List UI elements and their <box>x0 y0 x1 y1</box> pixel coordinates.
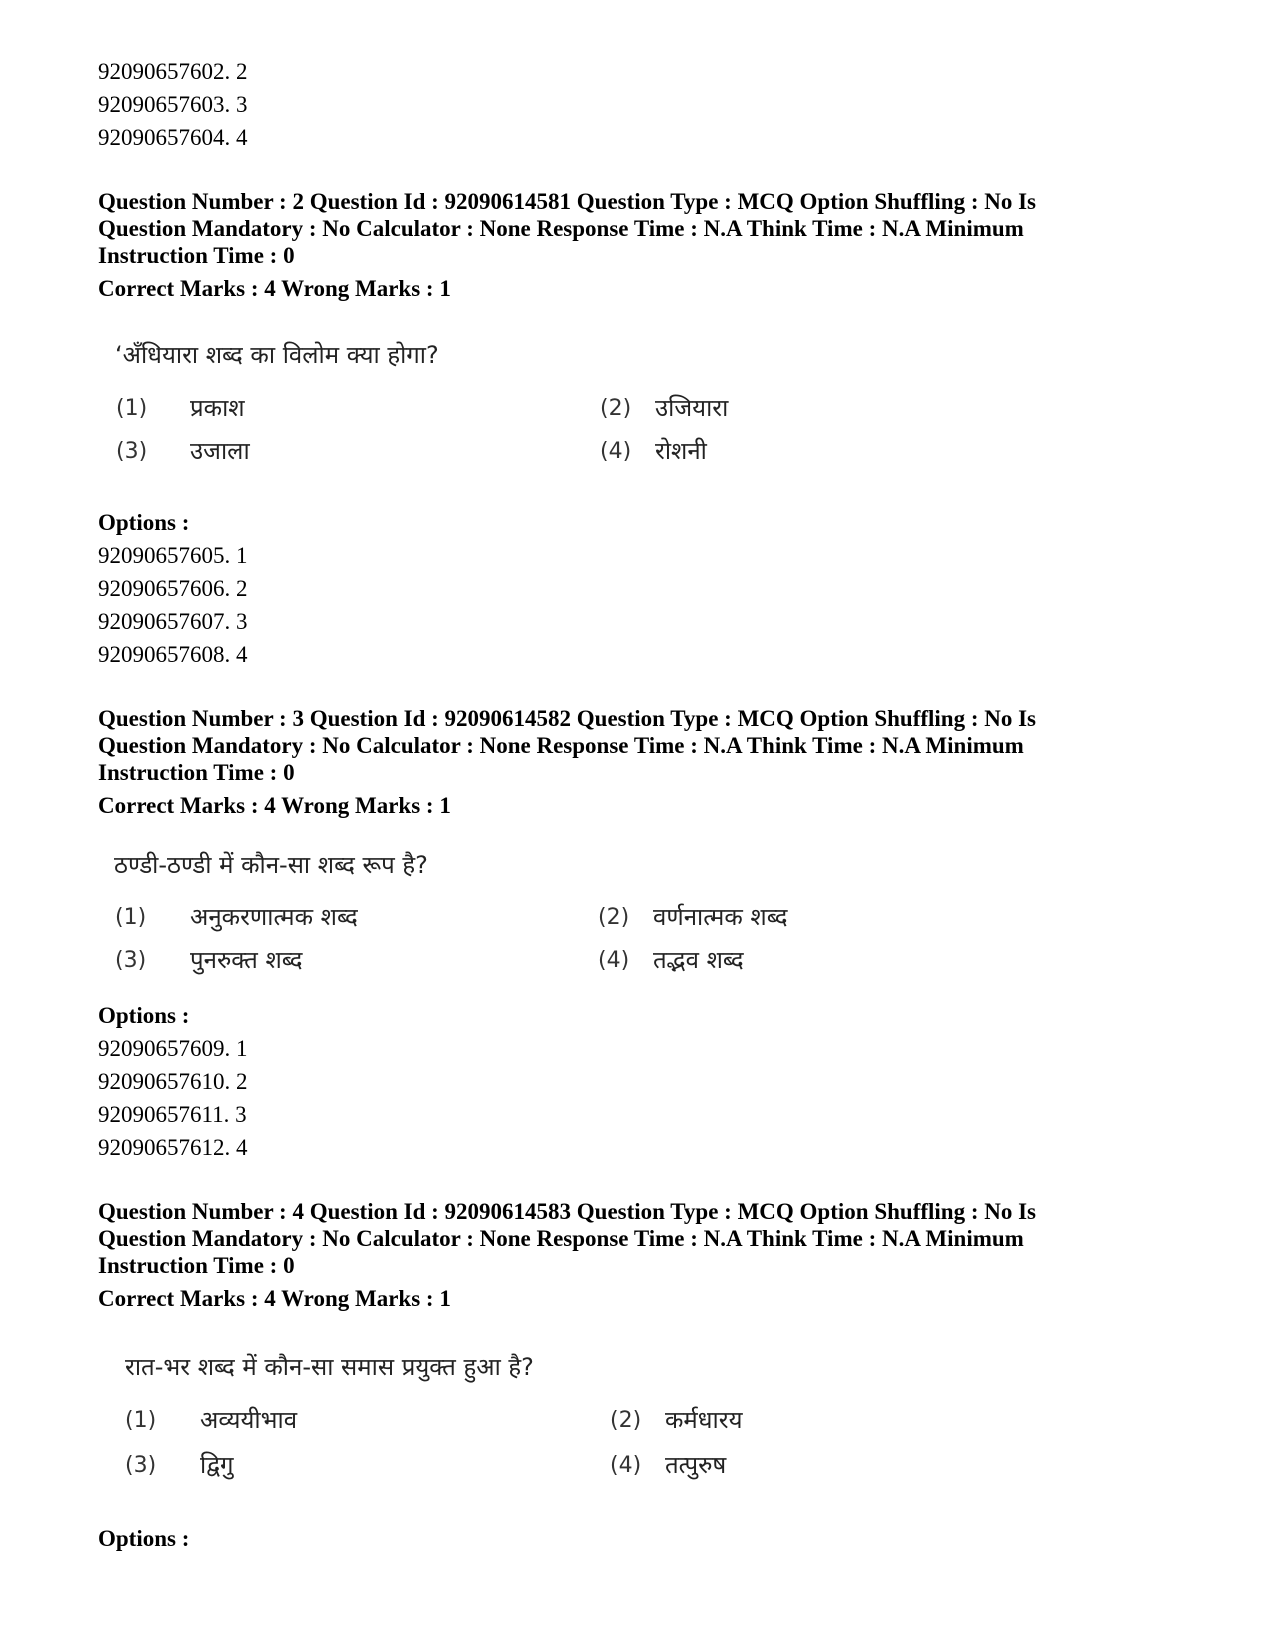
question-header: Question Number : 3 Question Id : 92090614582 Question Type : MCQ Option Shuffling : No Is <box>98 706 1037 731</box>
option-line: 92090657602. 2 <box>98 59 248 84</box>
options-label: Options : <box>98 1003 190 1028</box>
option-line: 92090657604. 4 <box>98 125 248 150</box>
choice-number: (3) <box>115 948 147 973</box>
choice-number: (4) <box>598 948 630 973</box>
question-header: Instruction Time : 0 <box>98 1253 295 1278</box>
option-line: 92090657607. 3 <box>98 609 248 634</box>
options-label: Options : <box>98 1526 190 1551</box>
choice-text: अव्ययीभाव <box>200 1406 298 1434</box>
choice-text: रोशनी <box>655 437 707 465</box>
choice-number: (1) <box>115 905 147 930</box>
question-text: ‘अँधियारा शब्द का विलोम क्या होगा? <box>115 341 439 369</box>
choice-text: पुनरुक्त शब्द <box>190 946 303 974</box>
choice-number: (1) <box>125 1408 157 1433</box>
question-marks: Correct Marks : 4 Wrong Marks : 1 <box>98 793 451 818</box>
question-marks: Correct Marks : 4 Wrong Marks : 1 <box>98 1286 451 1311</box>
choice-text: तत्पुरुष <box>665 1451 727 1479</box>
question-header: Question Mandatory : No Calculator : None Response Time : N.A Think Time : N.A Minimum <box>98 733 1024 758</box>
choice-text: अनुकरणात्मक शब्द <box>190 903 358 931</box>
choice-number: (2) <box>598 905 630 930</box>
choice-number: (2) <box>610 1408 642 1433</box>
choice-number: (3) <box>125 1453 157 1478</box>
question-header: Instruction Time : 0 <box>98 243 295 268</box>
option-line: 92090657610. 2 <box>98 1069 248 1094</box>
options-label: Options : <box>98 510 190 535</box>
choice-text: वर्णनात्मक शब्द <box>653 903 788 931</box>
choice-number: (2) <box>600 396 632 421</box>
choice-number: (3) <box>116 439 148 464</box>
choice-text: उजियारा <box>655 394 729 422</box>
question-header: Question Mandatory : No Calculator : None Response Time : N.A Think Time : N.A Minimum <box>98 216 1024 241</box>
choice-text: उजाला <box>190 437 250 465</box>
question-text: रात-भर शब्द में कौन-सा समास प्रयुक्त हुआ है? <box>125 1353 534 1381</box>
option-line: 92090657612. 4 <box>98 1135 248 1160</box>
choice-number: (4) <box>600 439 632 464</box>
choice-text: कर्मधारय <box>665 1406 743 1434</box>
question-header: Instruction Time : 0 <box>98 760 295 785</box>
option-line: 92090657605. 1 <box>98 543 248 568</box>
choice-text: प्रकाश <box>190 394 245 422</box>
choice-text: द्विगु <box>200 1451 234 1479</box>
option-line: 92090657603. 3 <box>98 92 248 117</box>
option-line: 92090657611. 3 <box>98 1102 247 1127</box>
choice-text: तद्भव शब्द <box>653 946 744 974</box>
question-marks: Correct Marks : 4 Wrong Marks : 1 <box>98 276 451 301</box>
choice-number: (1) <box>116 396 148 421</box>
option-line: 92090657609. 1 <box>98 1036 248 1061</box>
option-line: 92090657606. 2 <box>98 576 248 601</box>
question-header: Question Mandatory : No Calculator : None Response Time : N.A Think Time : N.A Minimum <box>98 1226 1024 1251</box>
choice-number: (4) <box>610 1453 642 1478</box>
option-line: 92090657608. 4 <box>98 642 248 667</box>
question-header: Question Number : 4 Question Id : 92090614583 Question Type : MCQ Option Shuffling : No Is <box>98 1199 1037 1224</box>
question-header: Question Number : 2 Question Id : 92090614581 Question Type : MCQ Option Shuffling : No Is <box>98 189 1037 214</box>
question-text: ठण्डी-ठण्डी में कौन-सा शब्द रूप है? <box>114 851 428 879</box>
